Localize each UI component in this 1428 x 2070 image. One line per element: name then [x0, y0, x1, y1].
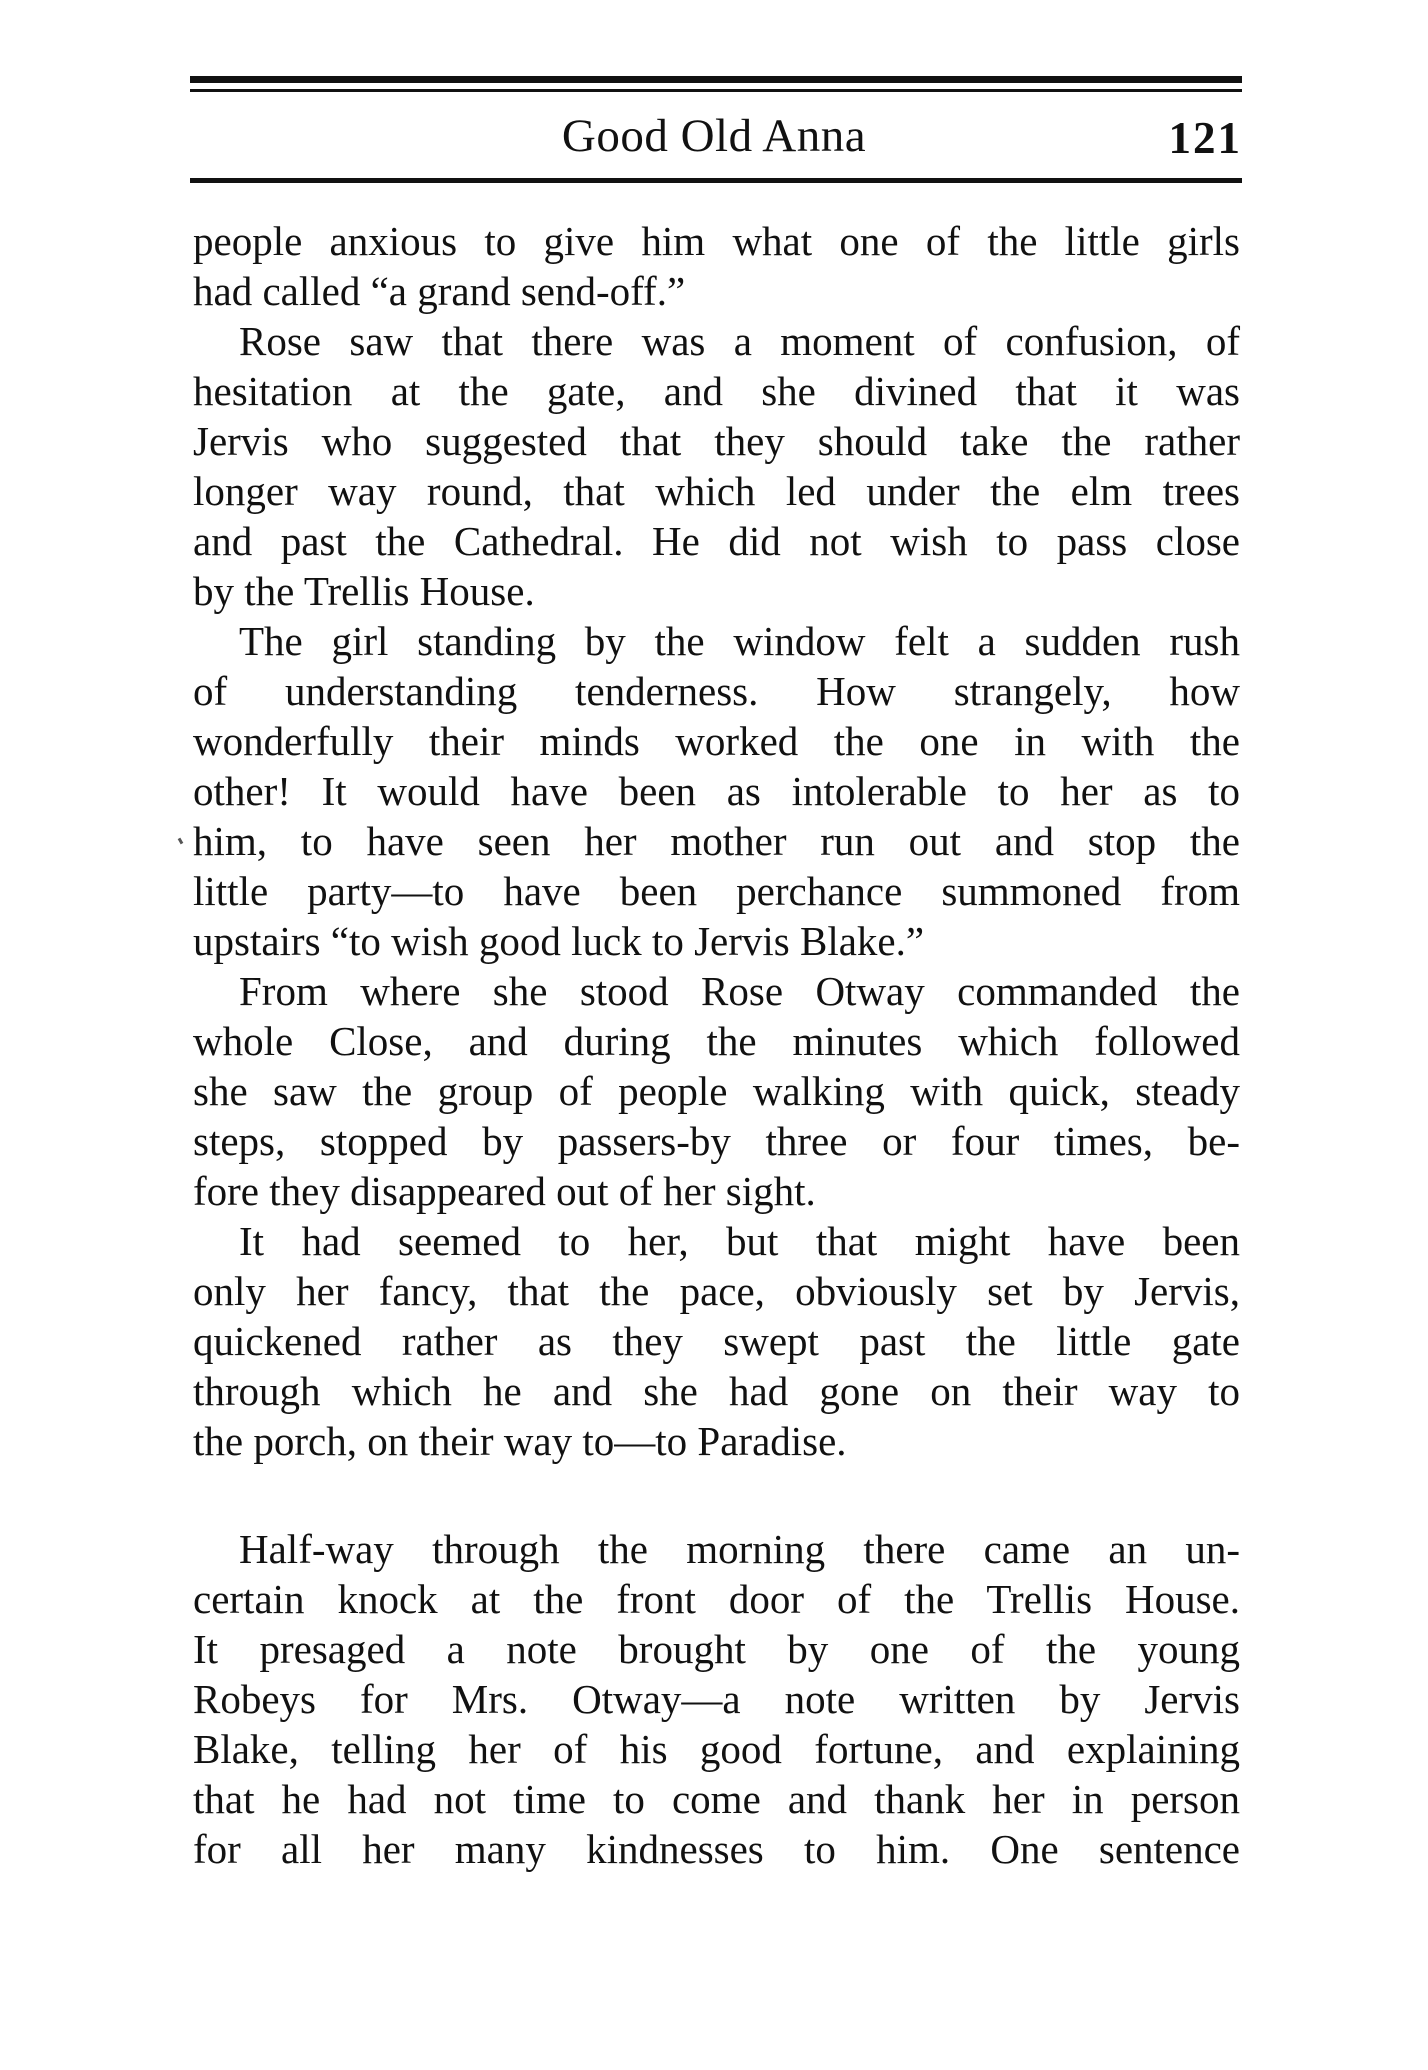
text-line: little party—to have been perchance summoned from: [193, 868, 1240, 914]
text-line: through which he and she had gone on their way to: [193, 1368, 1240, 1414]
text-line: wonderfully their minds worked the one in with the: [193, 718, 1240, 764]
text-line: other! It would have been as intolerable to her as to: [193, 768, 1240, 814]
text-line: Robeys for Mrs. Otway—a note written by Jervis: [193, 1676, 1240, 1722]
text-line: quickened rather as they swept past the little gate: [193, 1318, 1240, 1364]
stray-ink-mark: [178, 838, 184, 845]
text-line: only her fancy, that the pace, obviously set by Jervis,: [193, 1268, 1240, 1314]
text-line: Jervis who suggested that they should take the rather: [193, 418, 1240, 464]
text-line: for all her many kindnesses to him. One sentence: [193, 1826, 1240, 1872]
text-line: hesitation at the gate, and she divined that it was: [193, 368, 1240, 414]
text-line: whole Close, and during the minutes which followed: [193, 1018, 1240, 1064]
header-rule-bottom: [190, 178, 1242, 183]
text-line: Blake, telling her of his good fortune, and explaining: [193, 1726, 1240, 1772]
text-line: It presaged a note brought by one of the young: [193, 1626, 1240, 1672]
text-line: had called “a grand send-off.”: [193, 268, 686, 314]
text-line: of understanding tenderness. How strangely, how: [193, 668, 1240, 714]
text-line: she saw the group of people walking with quick, steady: [193, 1068, 1240, 1114]
body-text-section-1: [193, 216, 1240, 1466]
page-number: 121: [1168, 113, 1242, 163]
text-line: him, to have seen her mother run out and stop the: [193, 818, 1240, 864]
text-line: Half-way through the morning there came an un-: [239, 1526, 1240, 1572]
text-line: steps, stopped by passers-by three or four times, be-: [193, 1118, 1240, 1164]
text-line: It had seemed to her, but that might have been: [239, 1218, 1240, 1264]
text-line: Rose saw that there was a moment of confusion, of: [239, 318, 1240, 364]
text-line: the porch, on their way to—to Paradise.: [193, 1418, 847, 1464]
text-line: that he had not time to come and thank her in person: [193, 1776, 1240, 1822]
text-line: certain knock at the front door of the Trellis House.: [193, 1576, 1240, 1622]
text-line: and past the Cathedral. He did not wish to pass close: [193, 518, 1240, 564]
text-line: by the Trellis House.: [193, 568, 535, 614]
header-rule-thin: [190, 89, 1242, 92]
text-line: The girl standing by the window felt a sudden rush: [239, 618, 1240, 664]
running-title: Good Old Anna: [561, 110, 867, 162]
text-line: upstairs “to wish good luck to Jervis Blake.”: [193, 918, 925, 964]
text-line: longer way round, that which led under the elm trees: [193, 468, 1240, 514]
text-line: From where she stood Rose Otway commanded the: [239, 968, 1240, 1014]
text-line: people anxious to give him what one of the little girls: [193, 218, 1240, 264]
header-rule-thick: [190, 76, 1242, 83]
text-line: fore they disappeared out of her sight.: [193, 1168, 816, 1214]
body-text-section-2: [193, 1524, 1240, 1874]
